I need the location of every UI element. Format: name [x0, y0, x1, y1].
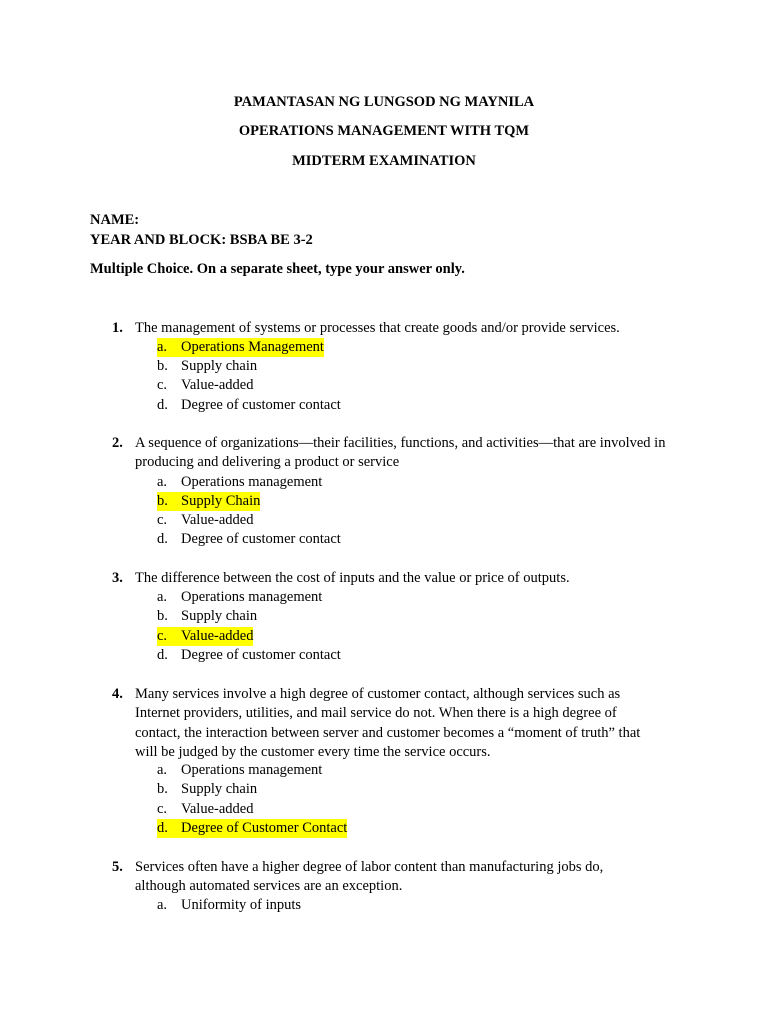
choice-letter: b.	[157, 608, 168, 624]
choice-letter: d.	[157, 647, 168, 663]
choice-text: Supply chain	[181, 608, 258, 624]
choice-c	[157, 376, 253, 395]
choice-text: Supply chain	[181, 358, 258, 374]
choice-a	[157, 588, 322, 607]
choice-letter: c.	[157, 377, 168, 393]
choice-letter: b.	[157, 493, 168, 509]
choice-b	[157, 607, 257, 626]
exam-title: MIDTERM EXAMINATION	[292, 153, 476, 169]
choice-text: Operations management	[181, 474, 323, 490]
choice-letter: c.	[157, 512, 168, 528]
choice-d	[157, 530, 341, 549]
choice-text: Value-added	[181, 628, 254, 644]
year-block-label: YEAR AND BLOCK: BSBA BE 3-2	[90, 232, 313, 248]
choice-text: Operations Management	[181, 339, 324, 355]
choice-b	[157, 780, 257, 799]
choice-letter: a.	[157, 897, 168, 913]
course-title: OPERATIONS MANAGEMENT WITH TQM	[238, 123, 530, 139]
question-number: 4.	[112, 686, 123, 702]
question-text: Many services involve a high degree of customer contact, although services such as Internet providers, utilities, and mail service do not. When there is a high degree of contact, the interaction between server and customer becomes a “moment of truth” that will be judged by the customer every time the service occurs.	[135, 686, 641, 760]
choice-letter: a.	[157, 474, 168, 490]
choice-letter: a.	[157, 339, 168, 355]
choice-text: Value-added	[181, 512, 254, 528]
choice-letter: c.	[157, 628, 168, 644]
choice-a	[157, 761, 322, 780]
instructions: Multiple Choice. On a separate sheet, type your answer only.	[90, 261, 465, 277]
question-number: 1.	[112, 320, 123, 336]
choice-d-highlighted	[157, 819, 347, 838]
question-text: The difference between the cost of inputs and the value or price of outputs.	[135, 570, 570, 586]
choice-text: Supply chain	[181, 781, 258, 797]
choice-b	[157, 357, 257, 376]
choice-text: Degree of Customer Contact	[181, 820, 348, 836]
choice-a	[157, 473, 322, 492]
question-text: A sequence of organizations—their facilities, functions, and activities—that are involved in producing and delivering a product or service	[135, 435, 666, 471]
choice-a	[157, 896, 301, 915]
choice-b-highlighted	[157, 492, 260, 511]
choice-letter: a.	[157, 762, 168, 778]
choice-text: Value-added	[181, 801, 254, 817]
choice-letter: b.	[157, 781, 168, 797]
choice-d	[157, 646, 341, 665]
question-number: 5.	[112, 859, 123, 875]
choice-letter: b.	[157, 358, 168, 374]
choice-letter: d.	[157, 820, 168, 836]
university-title: PAMANTASAN NG LUNGSOD NG MAYNILA	[233, 94, 535, 110]
choice-c	[157, 511, 253, 530]
question-text: Services often have a higher degree of labor content than manufacturing jobs do, although automated services are an exception.	[135, 859, 604, 895]
choice-a-highlighted	[157, 338, 324, 357]
choice-text: Degree of customer contact	[181, 531, 341, 547]
choice-text: Operations management	[181, 589, 323, 605]
choice-text: Degree of customer contact	[181, 397, 341, 413]
choice-letter: d.	[157, 397, 168, 413]
choice-letter: a.	[157, 589, 168, 605]
choice-text: Operations management	[181, 762, 323, 778]
choice-text: Supply Chain	[181, 493, 261, 509]
choice-d	[157, 396, 341, 415]
question-text: The management of systems or processes that create goods and/or provide services.	[135, 320, 620, 336]
question-number: 2.	[112, 435, 123, 451]
choice-text: Value-added	[181, 377, 254, 393]
question-number: 3.	[112, 570, 123, 586]
choice-text: Uniformity of inputs	[181, 897, 302, 913]
choice-c	[157, 800, 253, 819]
choice-letter: c.	[157, 801, 168, 817]
choice-text: Degree of customer contact	[181, 647, 341, 663]
choice-c-highlighted	[157, 627, 253, 646]
choice-letter: d.	[157, 531, 168, 547]
name-label: NAME:	[90, 212, 140, 228]
